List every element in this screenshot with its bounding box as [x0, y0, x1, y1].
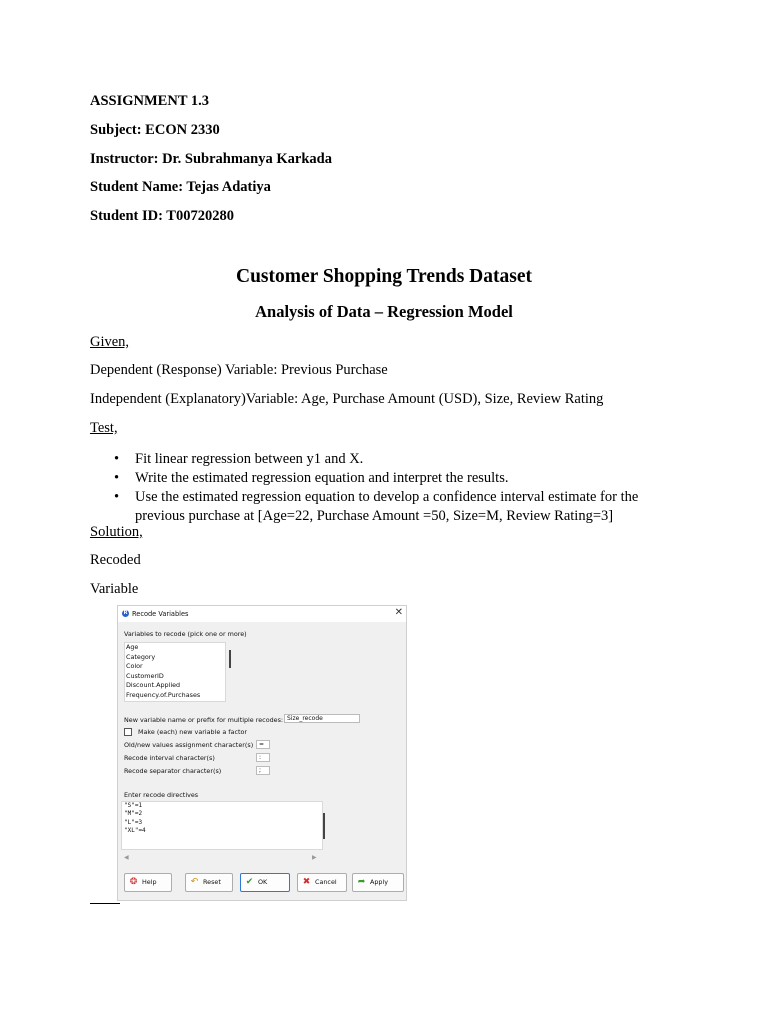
- interval-input[interactable]: :: [256, 753, 270, 762]
- solution-label: Solution,: [90, 524, 143, 540]
- reset-button-label: Reset: [203, 878, 221, 886]
- help-button[interactable]: [124, 873, 172, 892]
- green-arrow-icon: ➦: [357, 877, 366, 887]
- directives-scrollbar[interactable]: [323, 813, 325, 839]
- instructor-line: Instructor: Dr. Subrahmanya Karkada: [90, 151, 332, 167]
- test-label: Test,: [90, 420, 118, 436]
- assignment-heading: ASSIGNMENT 1.3: [90, 93, 209, 109]
- footnote-rule: [90, 903, 120, 904]
- student-id-line: Student ID: T00720280: [90, 208, 234, 224]
- document-title: Customer Shopping Trends Dataset: [236, 266, 532, 287]
- newname-input[interactable]: Size_recode: [284, 714, 360, 723]
- dependent-variable-text: Dependent (Response) Variable: Previous Purchase: [90, 362, 388, 378]
- assign-input[interactable]: =: [256, 740, 270, 749]
- variable-list-item[interactable]: Color: [126, 662, 143, 671]
- recode-variables-dialog: [117, 605, 407, 901]
- variable-list-item[interactable]: Age: [126, 643, 139, 651]
- separator-input[interactable]: ;: [256, 766, 270, 775]
- directive-line: "M"=2: [124, 810, 143, 818]
- variable-list-item[interactable]: CustomerID: [126, 671, 164, 680]
- reset-button[interactable]: [185, 873, 233, 892]
- r-logo-icon: R: [123, 610, 128, 616]
- check-icon: ✔: [245, 877, 254, 887]
- bullet-item: • Write the estimated regression equation and interpret the results.: [90, 469, 680, 488]
- newname-label: New variable name or prefix for multiple recodes:: [124, 716, 284, 724]
- test-bullet-list: [90, 450, 680, 526]
- bullet-item: • Use the estimated regression equation to develop a confidence interval estimate for the previous purchase at [Age=22, Purchase Amount =50, Size=M, Review Rating=3]: [90, 488, 680, 526]
- red-x-icon: ✖: [302, 877, 311, 887]
- subject-line: Subject: ECON 2330: [90, 122, 220, 138]
- recoded-text: Recoded: [90, 552, 141, 568]
- variable-list-item[interactable]: Frequency.of.Purchases: [126, 690, 201, 699]
- cancel-button-label: Cancel: [315, 878, 337, 886]
- ok-button[interactable]: [240, 873, 290, 892]
- listbox-scrollbar[interactable]: [229, 650, 231, 668]
- cancel-button[interactable]: [297, 873, 347, 892]
- document-subtitle: Analysis of Data – Regression Model: [255, 302, 513, 321]
- variables-listbox[interactable]: [124, 642, 226, 702]
- lifebuoy-icon: ❂: [129, 877, 138, 887]
- variable-text: Variable: [90, 581, 139, 597]
- scroll-right-icon[interactable]: ▶: [312, 854, 317, 861]
- variables-label: Variables to recode (pick one or more): [124, 630, 247, 638]
- directive-line: "L"=3: [124, 818, 143, 826]
- directives-label: Enter recode directives: [124, 791, 199, 799]
- scroll-left-icon[interactable]: ◀: [124, 854, 129, 861]
- given-label: Given,: [90, 334, 130, 350]
- directive-line: "XL"=4: [124, 827, 146, 835]
- factor-label: Make (each) new variable a factor: [138, 728, 248, 736]
- assign-label: Old/new values assignment character(s): [124, 741, 254, 749]
- close-icon[interactable]: ✕: [394, 607, 403, 618]
- undo-arrow-icon: ↶: [190, 877, 199, 887]
- directive-line: "S"=1: [124, 802, 143, 809]
- help-button-label: Help: [142, 878, 157, 886]
- ok-button-label: OK: [258, 878, 268, 886]
- variable-list-item[interactable]: Category: [126, 652, 156, 661]
- dialog-titlebar: [118, 606, 406, 622]
- separator-label: Recode separator character(s): [124, 767, 222, 775]
- bullet-item: • Fit linear regression between y1 and X.: [90, 450, 680, 469]
- dialog-title: Recode Variables: [132, 610, 189, 618]
- factor-checkbox[interactable]: [124, 728, 132, 736]
- variable-list-item[interactable]: Discount.Applied: [126, 681, 181, 690]
- independent-variable-text: Independent (Explanatory)Variable: Age, Purchase Amount (USD), Size, Review Rating: [90, 391, 604, 407]
- apply-button[interactable]: [352, 873, 404, 892]
- recode-directives-textarea[interactable]: [121, 801, 323, 850]
- interval-label: Recode interval character(s): [124, 754, 215, 762]
- student-name-line: Student Name: Tejas Adatiya: [90, 179, 271, 195]
- apply-button-label: Apply: [370, 878, 389, 886]
